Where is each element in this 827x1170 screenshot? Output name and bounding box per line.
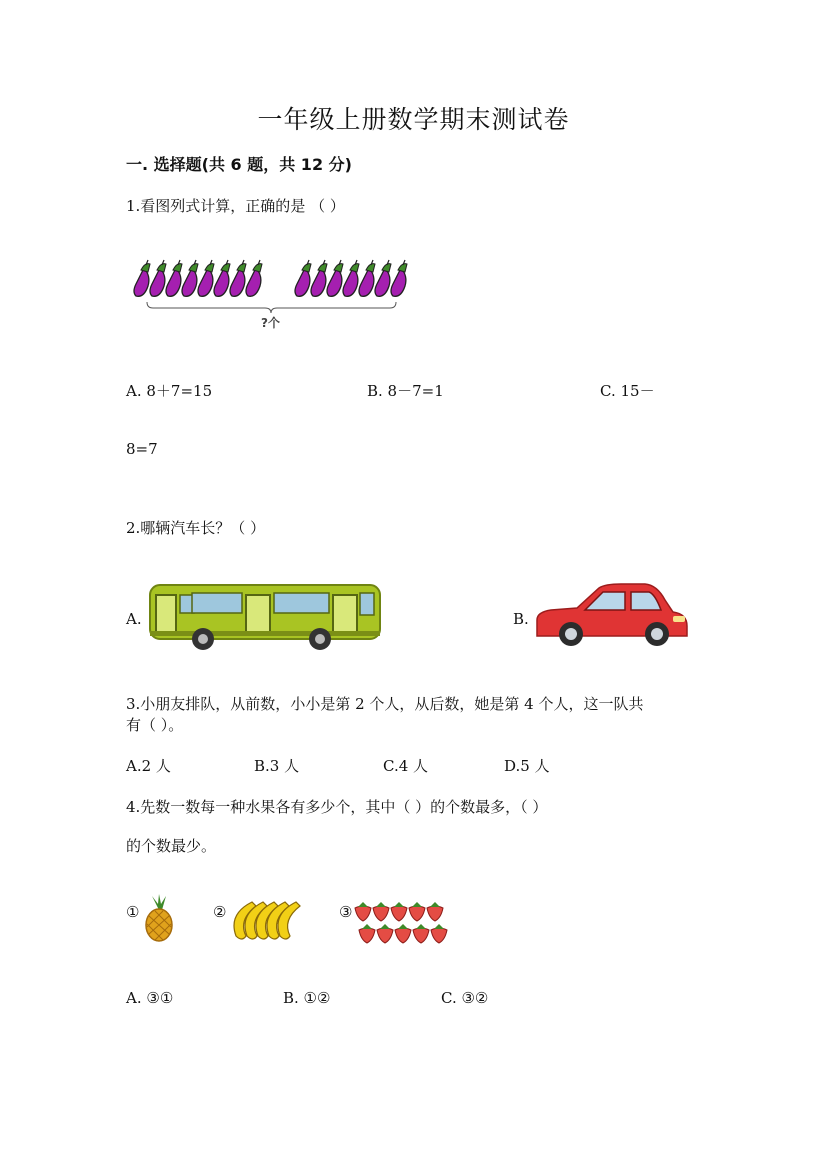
eggplant-right-7 [391,260,407,296]
q4-option-b[interactable]: B. ①② [283,989,331,1007]
fruit-mark-2: ② [213,903,227,921]
eggplant-left-4 [182,260,198,296]
question-2-stem: 2.哪辆汽车长？（ ） [126,519,266,537]
question-4-stem-line-1: 4.先数一数每一种水果各有多少个，其中（ ）的个数最多，（ ） [126,798,548,816]
q1-option-a[interactable]: A. 8＋7=15 [126,382,213,400]
q2-option-b-label[interactable]: B. [513,610,529,628]
eggplant-left-3 [166,260,182,296]
q3-option-d[interactable]: D.5 人 [504,757,550,775]
q2-option-a-label[interactable]: A. [126,610,142,628]
eggplant-right-5 [359,260,375,296]
page-title: 一年级上册数学期末测试卷 [257,105,570,134]
fruit-mark-1: ① [126,903,140,921]
eggplant-left-8 [246,260,262,296]
strawberry-5 [427,902,443,921]
eggplant-right-1 [295,260,311,296]
strawberry-2 [373,902,389,921]
strawberry-group-icon [354,898,450,944]
question-4-stem-line-2: 的个数最少。 [126,837,217,855]
q1-option-c[interactable]: C. 15－ [600,382,655,400]
strawberry-9 [413,924,429,943]
eggplant-right-2 [311,260,327,296]
eggplant-right-3 [327,260,343,296]
brace-label: ?个 [261,316,280,330]
q3-option-b[interactable]: B.3 人 [254,757,300,775]
bus-icon [148,583,383,651]
strawberry-8 [395,924,411,943]
strawberry-1 [355,902,371,921]
strawberry-10 [431,924,447,943]
strawberry-7 [377,924,393,943]
question-3-stem-line-1: 3.小朋友排队，从前数，小小是第 2 个人，从后数，她是第 4 个人，这一队共 [126,695,644,713]
q1-option-c-continued: 8=7 [126,440,158,458]
car-icon [533,582,691,648]
q4-option-c[interactable]: C. ③② [441,989,489,1007]
q1-option-b[interactable]: B. 8－7=1 [367,382,444,400]
fruit-mark-3: ③ [339,903,353,921]
question-1-stem: 1.看图列式计算，正确的是 （ ） [126,197,345,215]
eggplant-right-6 [375,260,391,296]
pineapple-icon [142,894,176,942]
eggplant-left-7 [230,260,246,296]
q3-option-a[interactable]: A.2 人 [126,757,171,775]
eggplant-right-4 [343,260,359,296]
strawberry-4 [409,902,425,921]
strawberry-6 [359,924,375,943]
strawberry-3 [391,902,407,921]
q3-option-c[interactable]: C.4 人 [383,757,429,775]
banana-bunch-icon [230,898,306,944]
eggplant-left-5 [198,260,214,296]
eggplant-left-2 [150,260,166,296]
eggplant-left-6 [214,260,230,296]
question-3-stem-line-2: 有（ ）。 [126,716,184,734]
bracket-brace [147,302,396,313]
eggplant-left-1 [134,260,150,296]
section-heading: 一. 选择题(共 6 题，共 12 分) [126,155,352,174]
q4-option-a[interactable]: A. ③① [126,989,174,1007]
